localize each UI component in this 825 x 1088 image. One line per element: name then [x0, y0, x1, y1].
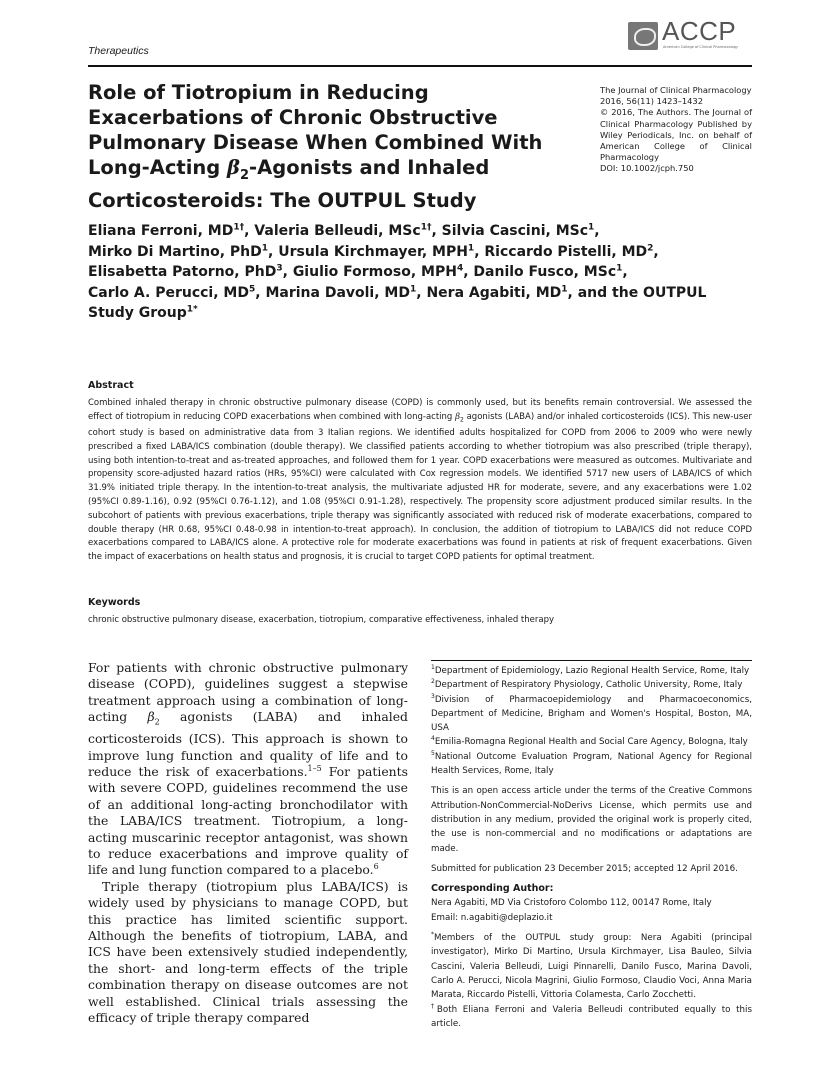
- affiliation-number: 5: [431, 749, 435, 757]
- author-separator: ,: [622, 264, 628, 280]
- doi-link[interactable]: DOI: 10.1002/jcph.750: [600, 163, 694, 174]
- author-name: Giulio Formoso, MPH: [292, 264, 457, 280]
- affiliation-text: Division of Pharmacoepidemiology and Pharmacoeconomics, Department of Medicine, Brigham and Women's Hospital, Boston, MA, USA: [431, 694, 752, 734]
- logo-subtext: American College of Clinical Pharmacology: [663, 45, 739, 49]
- text: For patients with chronic obstructive pulmonary disease (COPD), guidelines suggest a stepwise treatment approach using a combination of long-acting: [88, 660, 408, 725]
- subscript: 2: [240, 167, 250, 183]
- text: agonists (LABA) and inhaled corticosteroids (ICS). This approach is shown to improve lung function and quality of life and to reduce the risk of exacerbations.: [88, 709, 408, 779]
- author-separator: ,: [268, 243, 279, 260]
- author-affiliation-mark: 1†: [233, 222, 245, 233]
- citation-link[interactable]: 1–5: [307, 763, 322, 773]
- affiliation: [431, 750, 752, 779]
- journal-info: [600, 85, 752, 175]
- logo-text: ACCP: [662, 16, 737, 46]
- abstract: [88, 379, 752, 565]
- author-separator: , and the OUTPUL: [567, 284, 707, 301]
- footnote-mark: †: [431, 1002, 437, 1010]
- beta-symbol: β: [455, 411, 460, 422]
- license-text: This is an open access article under the terms of the Creative Commons Attribution-NonCommercial-NoDerivs License, which permits use and distribution in any medium, provided the original work is properly cited, the use is non-commercial and no modifications or adaptations are made.: [431, 786, 752, 854]
- abstract-text-part: Combined inhaled therapy in chronic obstructive pulmonary disease (COPD) is commonly used, but its benefits remain controversial. We assessed the effect of tiotropium in reducing COPD exacerbations when combined with long-acting: [88, 397, 752, 422]
- footnote-mark: *: [431, 931, 434, 939]
- section-label: Therapeutics: [88, 45, 149, 57]
- subscript: 2: [154, 717, 160, 727]
- author-separator: ,: [653, 243, 659, 260]
- subscript: 2: [460, 416, 464, 424]
- author-separator: ,: [463, 264, 474, 280]
- affiliation-text: Department of Epidemiology, Lazio Regional Health Service, Rome, Italy: [434, 666, 750, 676]
- citation-link[interactable]: 6: [373, 862, 379, 872]
- affiliation-text: National Outcome Evaluation Program, National Agency for Regional Health Services, Rome, Italy: [431, 751, 752, 777]
- corresponding-heading: Corresponding Author:: [431, 883, 554, 895]
- author-separator: ,: [255, 284, 266, 301]
- beta-symbol: β: [227, 156, 240, 179]
- author-name: Danilo Fusco, MSc: [473, 264, 617, 280]
- keywords: [88, 596, 752, 628]
- corresponding-email[interactable]: Email: n.agabiti@deplazio.it: [431, 912, 553, 923]
- article-notes: [431, 664, 752, 1031]
- header-rule: [88, 65, 752, 67]
- author-list: [88, 221, 728, 324]
- author-separator: ,: [431, 223, 442, 239]
- author-name: Carlo A. Perucci, MD: [88, 284, 249, 301]
- author-name: Nera Agabiti, MD: [426, 284, 562, 301]
- copyright: © 2016, The Authors. The Journal of Clinical Pharmacology Published by Wiley Periodicals, Inc. on behalf of American College of Clinical Pharmacology: [600, 107, 752, 163]
- members-note: [431, 931, 752, 1002]
- author-separator: ,: [244, 223, 255, 239]
- author-separator: ,: [474, 243, 485, 260]
- journal-name: The Journal of Clinical Pharmacology: [600, 85, 752, 95]
- affiliation-number: 2: [431, 678, 435, 686]
- title-line: Corticosteroids: The OUTPUL Study: [88, 188, 477, 212]
- title-line: Role of Tiotropium in Reducing: [88, 81, 429, 104]
- author-separator: ,: [594, 223, 600, 239]
- paragraph: [88, 660, 408, 879]
- author-name: Marina Davoli, MD: [265, 284, 410, 301]
- affiliation-number: 3: [431, 692, 435, 700]
- affiliation-text: Emilia-Romagna Regional Health and Social Care Agency, Bologna, Italy: [434, 737, 748, 748]
- author-affiliation-mark: 5: [248, 283, 256, 294]
- author-affiliation-mark: 4: [456, 263, 464, 274]
- author-name: Riccardo Pistelli, MD: [484, 243, 648, 260]
- affiliation: [431, 664, 752, 678]
- affiliation-text: Department of Respiratory Physiology, Catholic University, Rome, Italy: [434, 680, 743, 691]
- article-title: [88, 80, 558, 213]
- author-name: Mirko Di Martino, PhD: [88, 243, 262, 260]
- keywords-heading: Keywords: [88, 597, 141, 608]
- corresponding-address: Nera Agabiti, MD Via Cristoforo Colombo 112, 00147 Rome, Italy: [431, 898, 712, 909]
- affiliation: [431, 693, 752, 736]
- equal-contribution-note: [431, 1003, 752, 1032]
- title-line: Exacerbations of Chronic Obstructive: [88, 106, 498, 129]
- footnote-rule: [431, 660, 752, 661]
- author-separator: ,: [282, 264, 293, 280]
- author-affiliation-mark: 1: [616, 263, 623, 274]
- author-affiliation-mark: 2: [647, 242, 654, 253]
- paragraph: Triple therapy (tiotropium plus LABA/ICS) is widely used by physicians to manage COPD, but this practice has limited scientific support. Although the benefits of tiotropium, LABA, and ICS have been extensively studied independently, the short- and long-term effects of the triple combination therapy on disease outcomes are not well established. Clinical trials assessing the efficacy of triple therapy compared: [88, 878, 408, 1025]
- author-name: Study Group: [88, 305, 187, 321]
- body-text: [88, 660, 408, 1026]
- affiliation: [431, 735, 752, 749]
- author-name: Valeria Belleudi, MSc: [254, 223, 421, 239]
- author-affiliation-mark: 1: [588, 222, 595, 233]
- author-affiliation-mark: 1: [261, 242, 269, 253]
- submission-dates: Submitted for publication 23 December 2015; accepted 12 April 2016.: [431, 863, 738, 874]
- abstract-text-part: agonists (LABA) and/or inhaled corticosteroids (ICS). This new-user cohort study is based on administrative data from 3 Italian regions. We identified adults hospitalized for COPD from 2006 to 2009 who were newly prescribed a fixed LABA/ICS combination (double therapy). We classified patients according to whether tiotropium was also prescribed (triple therapy), using both intention-to-treat and as-treated approaches, and followed them for 1 year. COPD exacerbations were measured as outcomes. Multivariate and propensity score-adjusted hazard ratios (HRs, 95%CI) were calculated with Cox regression models. We identified 5717 new users of LABA/ICS of which 31.9% initiated triple therapy. In the intention-to-treat analysis, the multivariate adjusted HR for moderate, severe, and any exacerbations were 1.02 (95%CI 0.89-1.16), 0.92 (95%CI 0.76-1.12), and 1.08 (95%CI 0.91-1.28), respectively. The propensity score adjustment produced similar results. In the subcohort of patients with previous exacerbations, triple therapy was significantly associated with reduced risk of moderate exacerbations, compared to double therapy (HR 0.68, 95%CI 0.48-0.98 in intention-to-treat approach). In conclusion, the addition of tiotropium to LABA/ICS did not reduce COPD exacerbations compared to LABA/ICS alone. A protective role for moderate exacerbations was found in patients at risk of frequent exacerbations. Given the impact of exacerbations on health status and prognosis, it is crucial to target COPD patients for optimal treatment.: [88, 411, 752, 563]
- author-name: Ursula Kirchmayer, MPH: [278, 243, 468, 260]
- title-line: [88, 155, 558, 188]
- author-name: Silvia Cascini, MSc: [441, 223, 589, 239]
- author-affiliation-mark: 1†: [420, 222, 432, 233]
- affiliation: [431, 678, 752, 692]
- author-affiliation-mark: 3: [276, 263, 283, 274]
- author-name: Eliana Ferroni, MD: [88, 223, 234, 239]
- author-affiliation-mark: 1*: [186, 304, 198, 315]
- title-text: -Agonists and Inhaled: [249, 156, 490, 179]
- author-name: Elisabetta Patorno, PhD: [88, 264, 277, 280]
- abstract-text: [88, 397, 752, 565]
- author-affiliation-mark: 1: [409, 283, 417, 294]
- abstract-heading: Abstract: [88, 380, 134, 391]
- beta-symbol: β: [147, 709, 155, 725]
- accp-emblem-icon: [628, 22, 658, 50]
- keywords-text: chronic obstructive pulmonary disease, exacerbation, tiotropium, comparative effectiveness, inhaled therapy: [88, 614, 555, 625]
- title-text: Long-Acting: [88, 156, 228, 179]
- equal-text: Both Eliana Ferroni and Valeria Belleudi contributed equally to this article.: [431, 1004, 752, 1029]
- affiliations: [431, 664, 752, 778]
- title-line: Pulmonary Disease When Combined With: [88, 131, 543, 154]
- author-affiliation-mark: 1: [467, 242, 475, 253]
- affiliation-number: 1: [431, 664, 435, 672]
- members-text: Members of the OUTPUL study group: Nera Agabiti (principal investigator), Mirko Di Martino, Ursula Kirchmayer, Lisa Bauleo, Silvia Cascini, Valeria Belleudi, Luigi Pinnarelli, Danilo Fusco, Marina Davoli, Carlo A. Perucci, Nicola Magrini, Giulio Formoso, Claudio Voci, Anna Maria Marata, Riccardo Pistelli, Vittoria Colamesta, Carlo Zocchetti.: [431, 933, 752, 1001]
- author-affiliation-mark: 1: [561, 283, 568, 294]
- affiliation-number: 4: [431, 735, 435, 743]
- journal-volume: 2016, 56(11) 1423–1432: [600, 96, 703, 107]
- author-separator: ,: [416, 284, 427, 301]
- text: For patients with severe COPD, guidelines recommend the use of an additional long-acting bronchodilator with the LABA/ICS treatment. Tiotropium, a long-acting muscarinic receptor antagonist, was shown to reduce exacerbations and improve quality of life and lung function compared to a placebo.: [88, 763, 409, 878]
- accp-logo: [628, 16, 760, 54]
